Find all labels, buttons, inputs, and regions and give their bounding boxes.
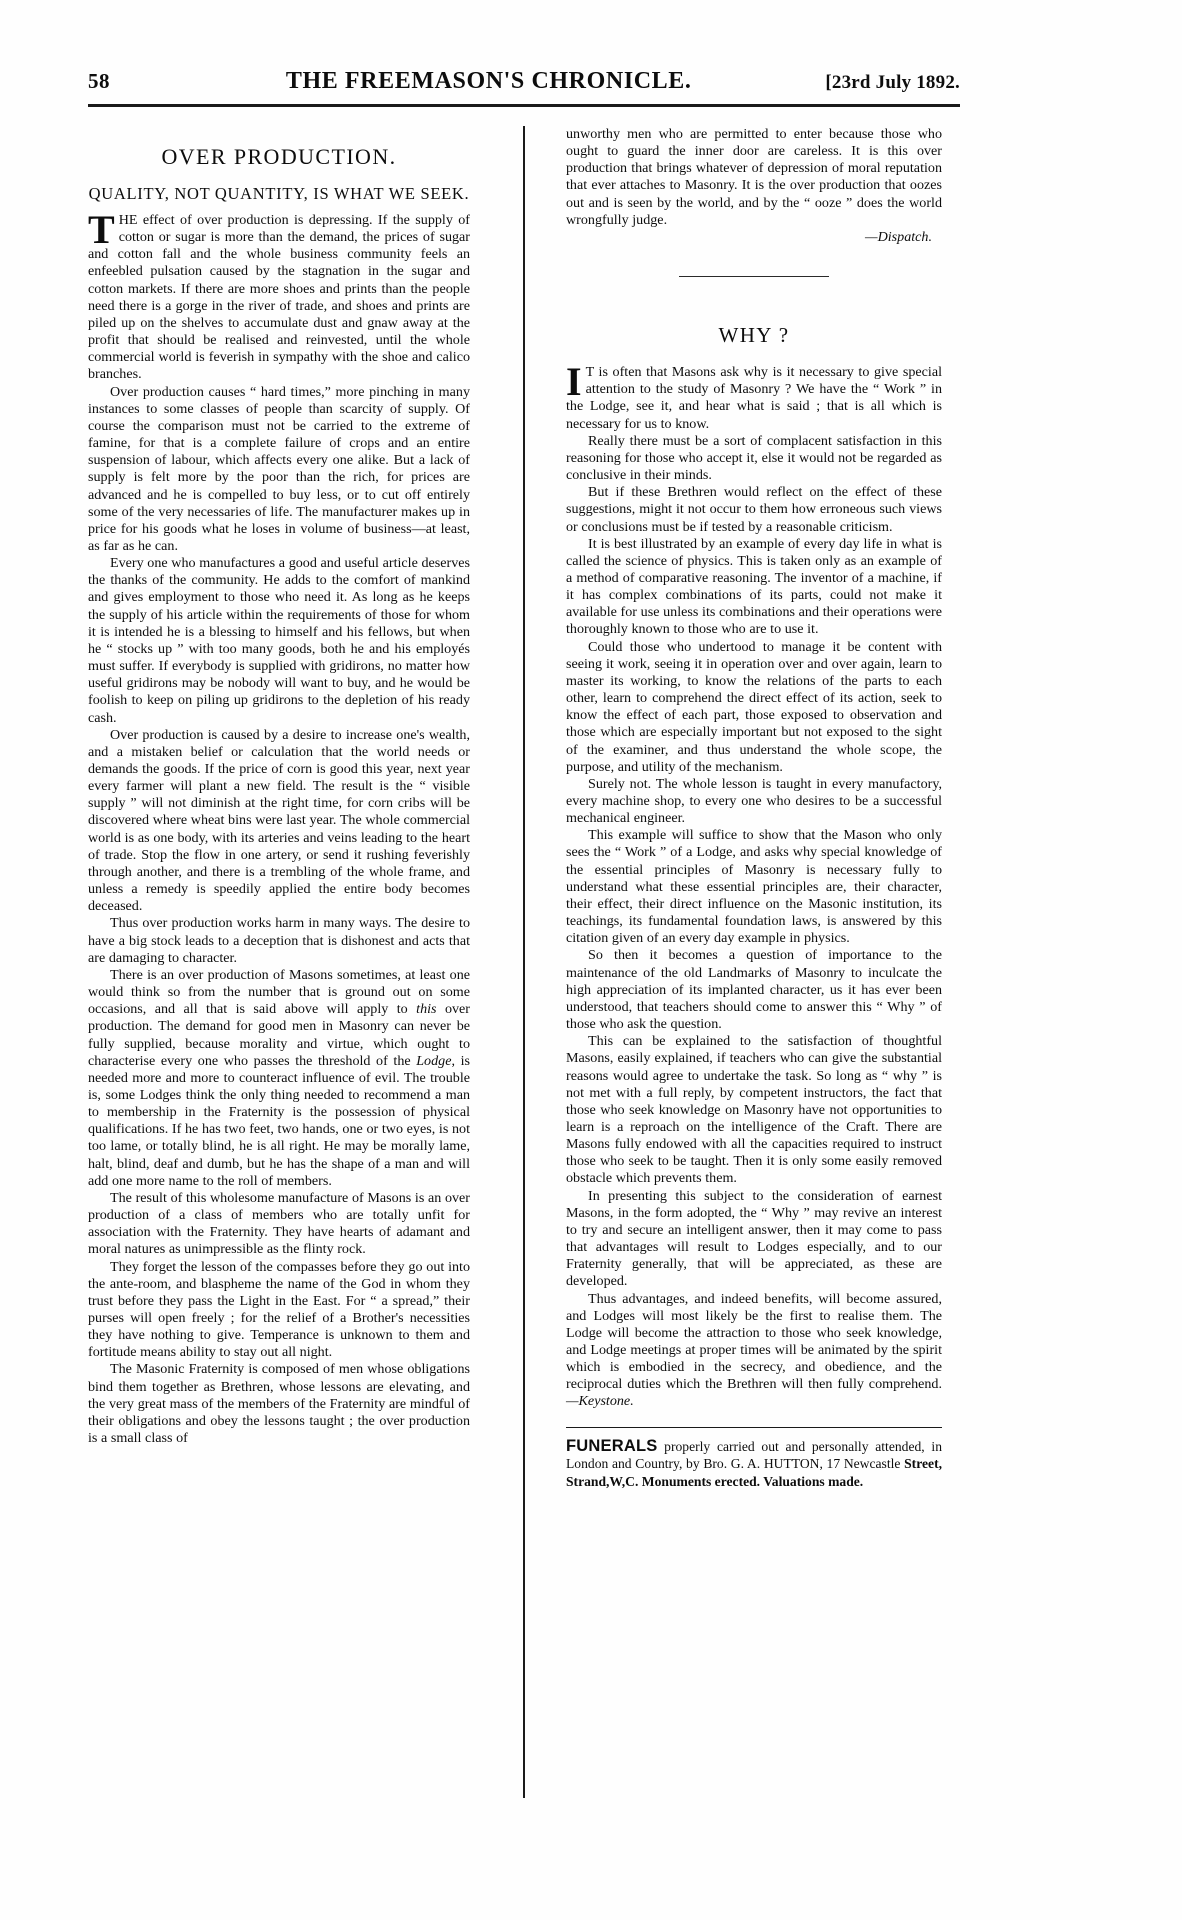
drop-cap-letter: T: [88, 207, 115, 252]
paragraph: But if these Brethren would reflect on the effect of these suggestions, might it not occur to them how erroneous such views or conclusions must be if tested by a reasonable criticism.: [566, 484, 942, 535]
paragraph: Over production is caused by a desire to increase one's wealth, and a mistaken belief or calculation that the world needs or demands the goods. If the price of corn is good this year, next year every farmer will plant a new field. The result is the “ visible supply ” will not diminish at the right time, for corn cribs will be discovered where wheat bins were last year. The whole commercial world is as one body, with its arteries and veins leading to the heart of trade. Stop the flow in one artery, or send it rushing feverishly through another, and there is a trembling of the whole frame, and unless a remedy is speedily applied the entire body becomes deceased.: [88, 726, 470, 915]
publication-title: THE FREEMASON'S CHRONICLE.: [285, 68, 692, 94]
column-gutter: [484, 126, 546, 1826]
paragraph: Over production causes “ hard times,” more pinching in many instances to some classes of people than scarcity of supply. Of course the comparison must not be carried to the extreme of famine, for that is a complete failure of crops and an entire suspension of labour, which affects every one alike. But a lack of supply is felt more by the poor than the rich, for prices are advanced and he is compelled to buy less, or to cut off entirely some of the very necessaries of life. The manufacturer makes up in price for his goods what he loses in volume of business—at least, as far as he can.: [88, 383, 470, 554]
advertisement-line-2: in London and Country, by Bro. G. A. HUTTON, 17 Newcastle: [566, 1438, 942, 1472]
left-column: [88, 126, 484, 1826]
paragraph-final: [566, 1291, 942, 1411]
paragraph-text: HE effect of over production is depressing. If the supply of cotton or sugar is more than the demand, the prices of sugar and cotton fall and the whole business community feels an enfeebled pulsation caused by the stagnation in the sugar and cotton markets. If there are more shoes and prints than the people need there is a gorge in the river of trade, and shoes and prints are piled up on the shelves to accumulate dust and gnaw away at the profit that should be realised and reinvested, until the whole commercial world is feverish in sympathy with the shoe and calico branches.: [88, 212, 470, 383]
paragraph: Thus over production works harm in many ways. The desire to have a big stock leads to a deception that is dishonest and acts that are damaging to character.: [88, 915, 470, 966]
advertisement-line-1: properly carried out and personally attended,: [664, 1438, 925, 1454]
article-title-over-production: OVER PRODUCTION.: [161, 144, 397, 169]
paragraph: This can be explained to the satisfaction of thoughtful Masons, easily explained, if teachers who can give the substantial reasons would agree to undertake the task. So long as “ why ” is not met with a full reply, by competent instructors, the fact that those who seek knowledge on Masonry have not opportunities to learn is a reproach on the intelligence of the Craft. There are Masons fully endowed with all the capacities required to instruct those who seek to be taught. Then it is only some easily removed obstacle which prevents them.: [566, 1033, 942, 1187]
article-title-why: WHY ?: [718, 323, 790, 348]
paragraph: So then it becomes a question of importance to the maintenance of the old Landmarks of Masonry to inculcate the high appreciation of its implanted character, us it has ever been understood, that teachers should come to answer this “ Why ” of those who ask the question.: [566, 947, 942, 1033]
article-source-dispatch: —Dispatch.: [865, 228, 932, 245]
paragraph-lead: [566, 359, 942, 433]
running-head: [88, 68, 960, 95]
drop-cap-letter: I: [566, 359, 582, 405]
header-divider-rule: [88, 104, 960, 107]
right-column: [546, 126, 942, 1826]
paragraph: They forget the lesson of the compasses before they go out into the ante-room, and blaspheme the name of the God in whom they trust before they pass the Light in the East. For “ a spread,” their purses will open freely ; for the relief of a Brother's necessities they have nothing to give. Temperance is unknown to them and fortitude means ability to stay out all night.: [88, 1258, 470, 1361]
advertisement-line-3: Street, Strand,W,C. Monuments erected. Valuations made.: [566, 1456, 942, 1489]
article-subtitle-over-production: QUALITY, NOT QUANTITY, IS WHAT WE SEEK.: [88, 184, 470, 203]
paragraph-text: Thus advantages, and indeed benefits, will become assured, and Lodges will most likely be the first to realise them. The Lodge will become the attraction to those who seek knowledge, and Lodge meetings at proper times will be animated by the spirit which is embodied in the secrecy, and obedience, and the reciprocal duties which the Brethren will then fully comprehend.: [566, 1290, 942, 1393]
paragraph-continued: unworthy men who are permitted to enter because those who ought to guard the inner door are careless. It is this over production that brings whatever of depression of moral reputation that ever attaches to Masonry. It is the over production that oozes out and is seen by the world, and by the “ ooze ” does the world wrongfully judge.: [566, 126, 942, 228]
page-number: 58: [88, 69, 110, 93]
article-columns: [88, 126, 962, 1826]
paragraph-continues-right: The Masonic Fraternity is composed of men whose obligations bind them together as Brethren, whose lessons are elevating, and the very great mass of the members of the Fraternity are mindful of their obligations and obey the lessons taught ; the over production is a small class of: [88, 1361, 470, 1447]
paragraph: Every one who manufactures a good and useful article deserves the thanks of the community. He adds to the comfort of mankind and gives employment to those who need it. As long as he keeps the supply of his article within the requirements of those for whom it is intended he is a blessing to himself and his fellows, but when he “ stocks up ” with too many goods, both he and his employés must suffer. If everybody is supplied with gridirons, no matter how useful gridirons may be nobody will want to buy, and he would be foolish to keep on piling up gridirons to the depletion of his ready cash.: [88, 555, 470, 726]
paragraph: Could those who undertood to manage it be content with seeing it work, seeing it in operation over and over again, learn to master its working, to know the relations of the parts to each other, learn to comprehend the direct effect of its action, seek to know the effect of each part, those exposed to observation and those which are especially important but not exposed to the sight of the examiner, and thus understand the whole scope, the purpose, and utility of the mechanism.: [566, 638, 942, 775]
section-divider-rule: [679, 276, 829, 277]
paragraph: Really there must be a sort of complacent satisfaction in this reasoning for those who accept it, else it would not be regarded as conclusive in their minds.: [566, 432, 942, 484]
advertisement-funerals[interactable]: [566, 1438, 942, 1491]
paragraph: The result of this wholesome manufacture of Masons is an over production of a class of members who are totally unfit for association with the Fraternity. They have hearts of adamant and moral natures as unimpressible as the flinty rock.: [88, 1189, 470, 1258]
paragraph: Surely not. The whole lesson is taught in every manufactory, every machine shop, to every one who desires to be a successful mechanical engineer.: [566, 775, 942, 827]
paragraph-lead: [88, 207, 470, 384]
paragraph: This example will suffice to show that the Mason who only sees the “ Work ” of a Lodge, and asks why special knowledge of the essential principles of Masonry is necessary fully to understand what these essential principles are, their character, their effect, their direct influence on the Masonic institution, its teachings, its fundamental foundation laws, is answered by this citation given of an every day example in physics.: [566, 827, 942, 947]
paragraph: There is an over production of Masons sometimes, at least one would think so from the number that is ground out on some occasions, and all that is said above will apply to this over production. The demand for good men in Masonry can never be fully supplied, because morality and virtue, which ought to characterise every one who passes the threshold of the Lodge, is needed more and more to counteract influence of evil. The trouble is, some Lodges think the only thing needed to recommend a man to membership in the Fraternity is the possession of physical qualifications. If he has two feet, two hands, one or two eyes, is not too lame, or totally blind, he is all right. He may be morally lame, halt, blind, deaf and dumb, but he has the shape of a man and will add one more name to the roll of members.: [88, 966, 471, 1189]
advertisement-divider-rule: [566, 1427, 942, 1428]
issue-date: [23rd July 1892.: [825, 72, 960, 93]
column-divider-rule: [523, 126, 525, 1798]
paragraph-text: T is often that Masons ask why is it necessary to give special attention to the study of Masonry ? We have the “ Work ” in the Lodge, see it, and hear what is said ; that is all which is necessary for us to know.: [566, 364, 942, 432]
paragraph: In presenting this subject to the consideration of earnest Masons, in the form adopted, the “ Why ” may revive an interest to try and secure an intelligent answer, then it may come to pass that advantages will result to Lodges especially, and to our Fraternity generally, that will be appreciated, as these are developed.: [566, 1187, 942, 1290]
advertisement-headline: FUNERALS: [566, 1436, 658, 1455]
paragraph: It is best illustrated by an example of every day life in what is called the science of physics. This is taken only as an example of a method of comparative reasoning. The inventor of a machine, if it has complex combinations of its parts, could not make it available for use unless its combinations and their operations were thoroughly known to those who are to use it.: [566, 535, 942, 638]
article-source-keystone: —Keystone.: [566, 1393, 634, 1410]
